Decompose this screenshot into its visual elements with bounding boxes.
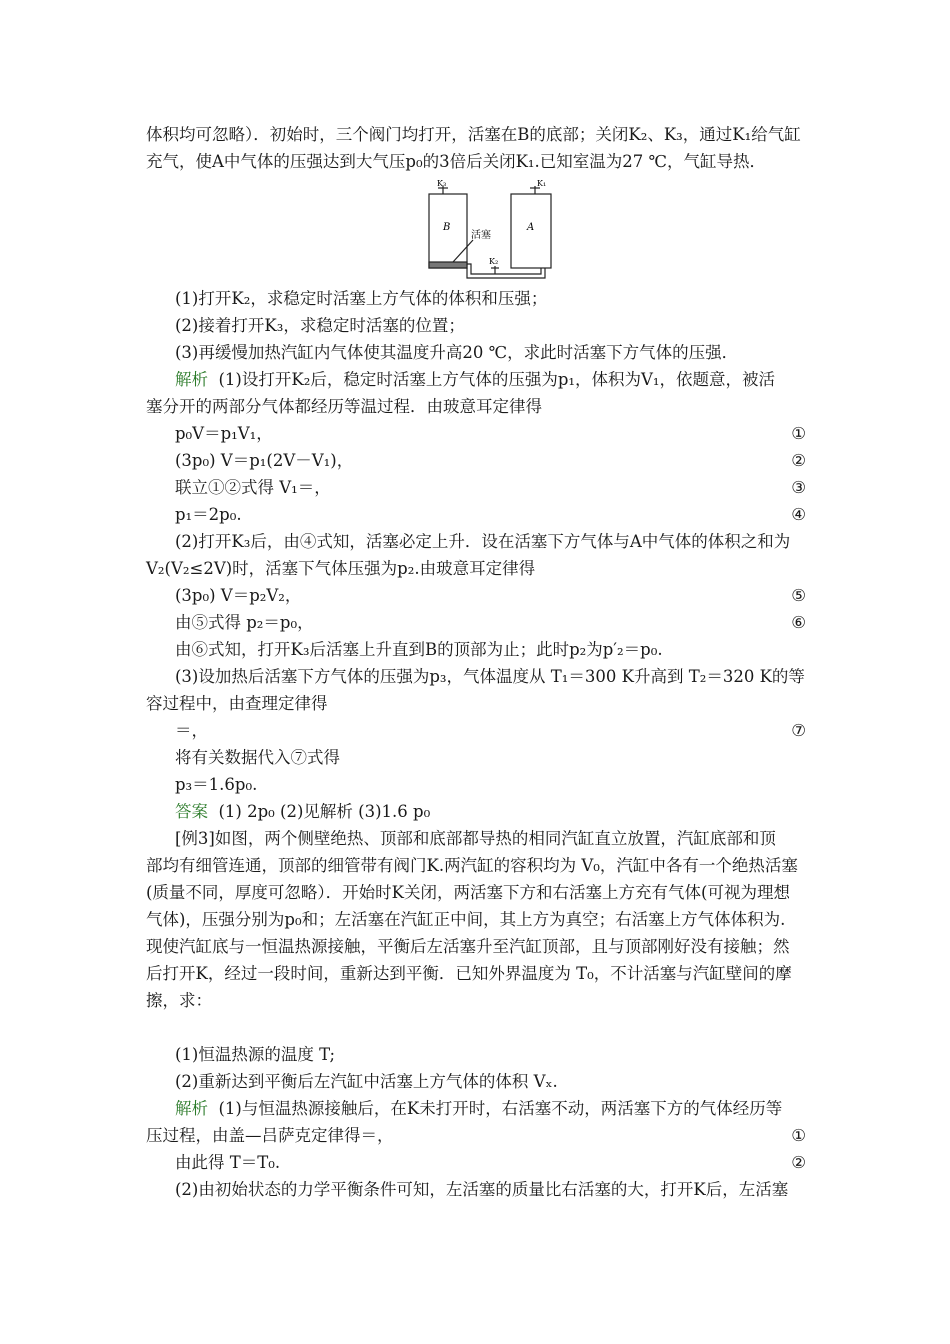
question-2: (2)接着打开K₃，求稳定时活塞的位置； [175, 316, 465, 335]
equation-row [175, 610, 806, 636]
equation: p₁＝2p₀. [175, 505, 242, 524]
solution-text: (1)设打开K₂后，稳定时活塞上方气体的压强为p₁，体积为V₁，依题意，被活 [218, 370, 776, 389]
text-line: 体积均可忽略）．初始时，三个阀门均打开，活塞在B的底部；关闭K₂、K₃，通过K₁给气缸 [146, 125, 801, 144]
equation-number: ④ [791, 505, 806, 524]
equation-number: ① [791, 424, 806, 443]
equation-number: ① [791, 1126, 806, 1145]
label-a: A [527, 222, 535, 233]
piston-b [429, 262, 467, 268]
cylinder-figure [423, 178, 557, 282]
text-line: 塞分开的两部分气体都经历等温过程．由玻意耳定律得 [146, 397, 542, 416]
question-3: (3)再缓慢加热汽缸内气体使其温度升高20 ℃，求此时活塞下方气体的压强． [175, 343, 739, 362]
label-k3: K₃ [437, 179, 447, 188]
solution-text: (1)与恒温热源接触后，在K未打开时，右活塞不动，两活塞下方的气体经历等 [218, 1099, 783, 1118]
equation: p₀V＝p₁V₁， [175, 424, 273, 443]
equation-row [175, 502, 806, 528]
text-line: 气体)，压强分别为p₀和；左活塞在汽缸正中间，其上方为真空；右活塞上方气体体积为. [146, 910, 786, 929]
label-k1: K₁ [537, 179, 547, 188]
text-line: p₃＝1.6p₀. [175, 775, 258, 794]
equation-number: ③ [791, 478, 806, 497]
question-1: (1)打开K₂，求稳定时活塞上方气体的体积和压强； [175, 289, 548, 308]
equation-number: ⑦ [791, 721, 806, 740]
equation: 由此得 T＝T₀. [175, 1153, 281, 1172]
solution-line [175, 1096, 835, 1122]
text-line: 将有关数据代入⑦式得 [175, 748, 340, 767]
equation: (3p₀) V＝p₁(2V－V₁)， [175, 451, 354, 470]
text-line: 充气，使A中气体的压强达到大气压p₀的3倍后关闭K₁.已知室温为27 ℃，气缸导热． [146, 152, 766, 171]
text-line: 容过程中，由查理定律得 [146, 694, 328, 713]
text-line: (3)设加热后活塞下方气体的压强为p₃，气体温度从 T₁＝300 K升高到 T₂＝320 K的等 [175, 667, 805, 686]
label-piston: 活塞 [471, 230, 491, 241]
text-line: V₂(V₂≤2V)时，活塞下气体压强为p₂.由玻意耳定律得 [146, 559, 536, 578]
equation-row [146, 1123, 806, 1149]
answer-text: (1) 2p₀ (2)见解析 (3)1.6 p₀ [218, 802, 431, 821]
question-2: (2)重新达到平衡后左汽缸中活塞上方气体的体积 Vₓ. [175, 1072, 558, 1091]
solution-line [175, 367, 835, 393]
text-line: (2)打开K₃后，由④式知，活塞必定上升．设在活塞下方气体与A中气体的体积之和为 [175, 532, 791, 551]
label-b: B [443, 222, 451, 233]
equation-row [175, 718, 806, 744]
equation: 联立①②式得 V₁＝， [175, 478, 331, 497]
answer-line [175, 799, 835, 825]
text-line: 擦，求： [146, 991, 212, 1010]
text-line: [例3]如图，两个侧壁绝热、顶部和底部都导热的相同汽缸直立放置，汽缸底部和顶 [175, 829, 776, 848]
text-line: 现使汽缸底与一恒温热源接触，平衡后左活塞升至汽缸顶部，且与顶部刚好没有接触；然 [146, 937, 790, 956]
answer-label: 答案 [175, 802, 208, 821]
text-line: (质量不同，厚度可忽略）．开始时K关闭，两活塞下方和右活塞上方充有气体(可视为理想 [146, 883, 790, 902]
equation-row [175, 421, 806, 447]
text-line: (2)由初始状态的力学平衡条件可知，左活塞的质量比右活塞的大，打开K后，左活塞 [175, 1180, 789, 1199]
equation-number: ⑥ [791, 613, 806, 632]
equation: 由⑤式得 p₂＝p₀， [175, 613, 314, 632]
label-k2: K₂ [489, 257, 499, 266]
text-line: 部均有细管连通，顶部的细管带有阀门K.两汽缸的容积均为 V₀，汽缸中各有一个绝热活塞 [146, 856, 798, 875]
equation: 压过程，由盖—吕萨克定律得＝， [146, 1126, 394, 1145]
equation-number: ② [791, 1153, 806, 1172]
solution-label: 解析 [175, 370, 208, 389]
equation-row [175, 448, 806, 474]
equation-row [175, 583, 806, 609]
equation-row [175, 1150, 806, 1176]
equation-number: ⑤ [791, 586, 806, 605]
equation-row [175, 475, 806, 501]
text-line: 由⑥式知，打开K₃后活塞上升直到B的顶部为止；此时p₂为p′₂＝p₀. [175, 640, 663, 659]
equation: ＝， [175, 721, 208, 740]
question-1: (1)恒温热源的温度 T; [175, 1045, 336, 1064]
solution-label: 解析 [175, 1099, 208, 1118]
equation: (3p₀) V＝p₂V₂， [175, 586, 302, 605]
text-line: 后打开K，经过一段时间，重新达到平衡．已知外界温度为 T₀，不计活塞与汽缸壁间的摩 [146, 964, 792, 983]
equation-number: ② [791, 451, 806, 470]
